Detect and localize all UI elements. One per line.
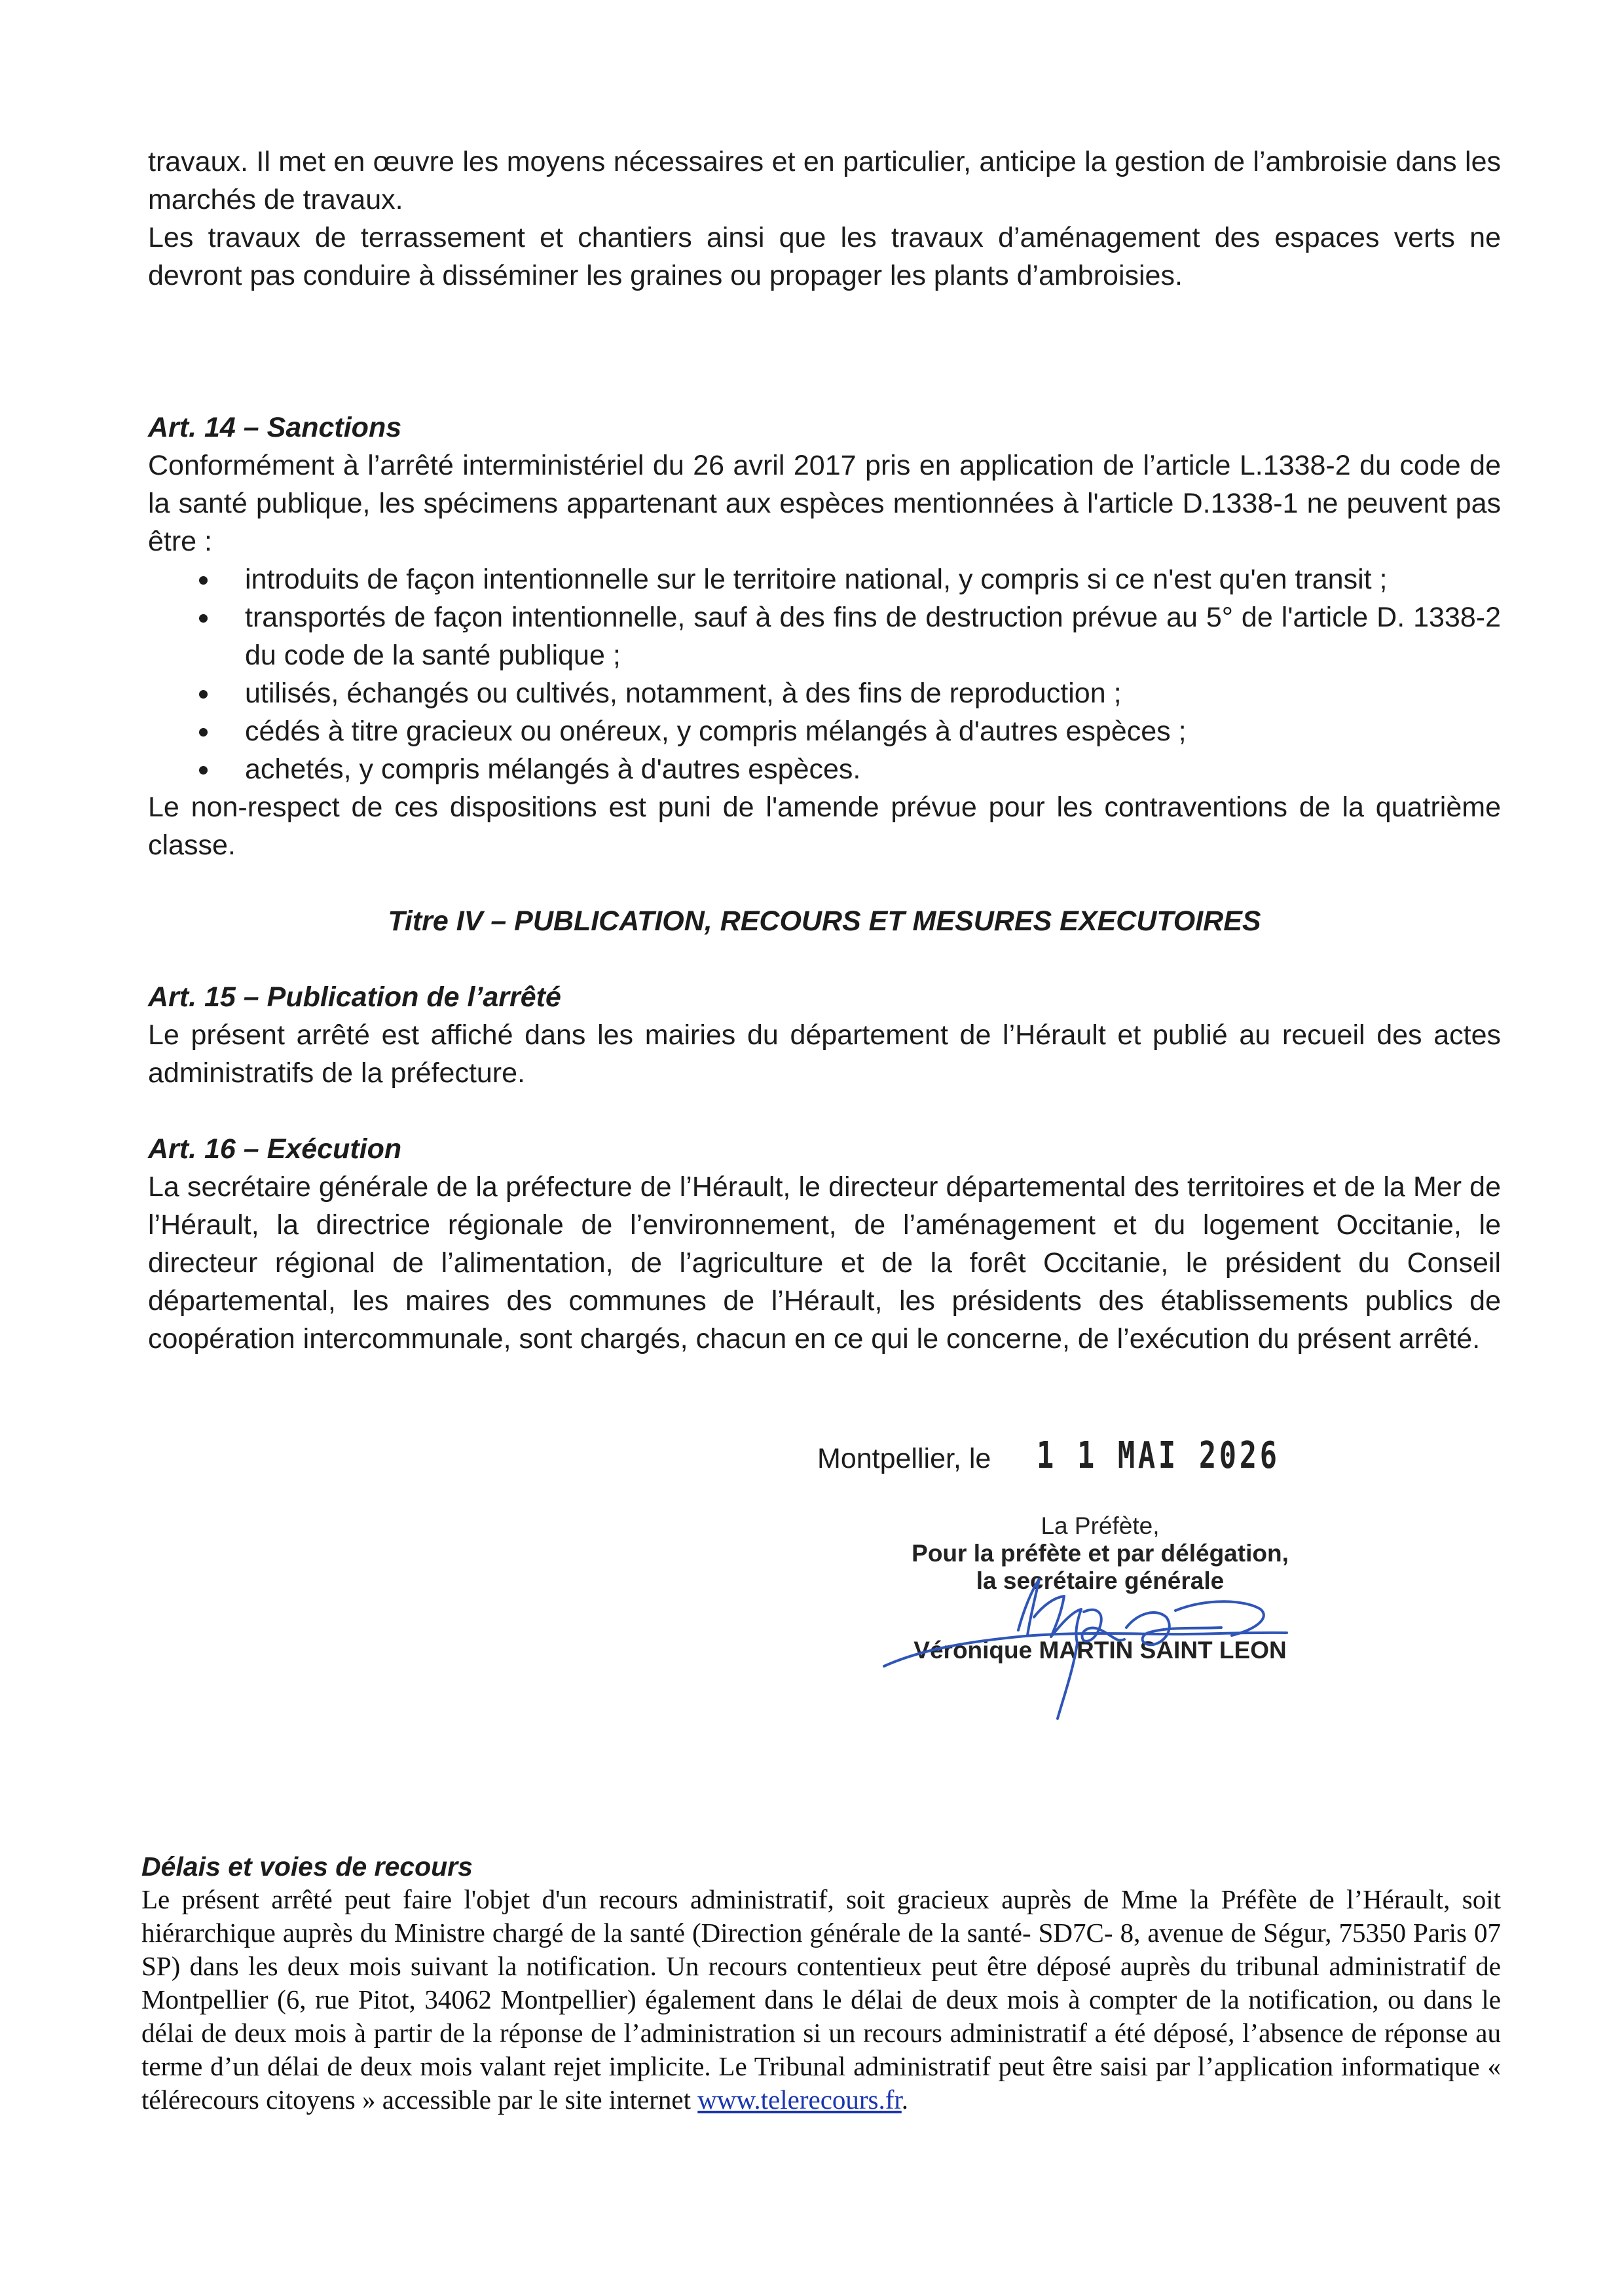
article-15-heading: Art. 15 – Publication de l’arrêté [148, 981, 561, 1013]
signature-delegation: Pour la préfète et par délégation, [912, 1540, 1289, 1567]
telerecours-link[interactable]: www.telerecours.fr [697, 2085, 902, 2115]
signature-role: la secrétaire générale [976, 1567, 1225, 1594]
article-14-heading: Art. 14 – Sanctions [148, 412, 402, 443]
signature-title: La Préfète, [1041, 1512, 1160, 1539]
intro-paragraph-1: travaux. Il met en œuvre les moyens nécessaires et en particulier, anticipe la gestion de l’ambroisie dans les marchés de travaux. [148, 146, 1501, 215]
list-item: transportés de façon intentionnelle, sauf à des fins de destruction prévue au 5° de l'article D. 1338-2 du code de la santé publique ; [148, 598, 1501, 674]
article-16-heading: Art. 16 – Exécution [148, 1133, 402, 1165]
bullet-icon [199, 576, 208, 585]
article-14-lead: Conformément à l’arrêté interministériel du 26 avril 2017 pris en application de l’article L.1338-2 du code de la santé publique, les spécimens appartenant aux espèces mentionnées à l'article D.1338-1 ne peuvent pas être : [148, 450, 1501, 557]
title-iv-heading: Titre IV – PUBLICATION, RECOURS ET MESURES EXECUTOIRES [388, 905, 1261, 937]
article-14-closing: Le non-respect de ces dispositions est puni de l'amende prévue pour les contraventions de la quatrième classe. [148, 792, 1501, 861]
signature-place-date [817, 1434, 1349, 1478]
intro-section [148, 143, 1501, 295]
list-item: cédés à titre gracieux ou onéreux, y compris mélangés à d'autres espèces ; [148, 712, 1501, 750]
list-item: achetés, y compris mélangés à d'autres espèces. [148, 750, 1501, 788]
article-16 [148, 1130, 1501, 1358]
bullet-icon [199, 728, 208, 737]
signature-place: Montpellier, le [817, 1443, 991, 1474]
date-stamp: 1 1 MAI 2026 [1037, 1434, 1281, 1477]
recours-heading: Délais et voies de recours [141, 1851, 473, 1882]
article-14 [148, 409, 1501, 864]
article-15-text: Le présent arrêté est affiché dans les mairies du département de l’Hérault et publié au recueil des actes administratifs de la préfecture. [148, 1019, 1501, 1089]
bullet-icon [199, 690, 208, 699]
article-16-text: La secrétaire générale de la préfecture de l’Hérault, le directeur départemental des territoires et de la Mer de l’Hérault, la directrice régionale de l’environnement, de l’aménagement et du logement Occitanie, le directeur régional de l’alimentation, de l’agriculture et de la forêt Occitanie, le président du Conseil départemental, les maires des communes de l’Hérault, les présidents des établissements publics de coopération intercommunale, sont chargés, chacun en ce qui le concerne, de l’exécution du présent arrêté. [148, 1171, 1501, 1355]
list-item: introduits de façon intentionnelle sur le territoire national, y compris si ce n'est qu'en transit ; [148, 560, 1501, 598]
handwritten-signature-icon [868, 1571, 1326, 1722]
article-15 [148, 978, 1501, 1092]
article-14-list [148, 560, 1501, 788]
bullet-icon [199, 766, 208, 774]
intro-paragraph-2: Les travaux de terrassement et chantiers ainsi que les travaux d’aménagement des espaces verts ne devront pas conduire à disséminer les graines ou propager les plants d’ambroisies. [148, 222, 1501, 291]
bullet-icon [199, 614, 208, 623]
recours-text: Le présent arrêté peut faire l'objet d'un recours administratif, soit gracieux auprès de Mme la Préfète de l’Hérault, soit hiérarchique auprès du Ministre chargé de la santé (Direction générale de la santé- SD7C- 8, avenue de Ségur, 75350 Paris 07 SP) dans les deux mois suivant la notification. Un recours contentieux peut être déposé auprès du tribunal administratif de Montpellier (6, rue Pitot, 34062 Montpellier) également dans le délai de deux mois à compter de la notification, ou dans le délai de deux mois à partir de la réponse de l’administration si un recours administratif a été déposé, l’absence de réponse au terme d’un délai de deux mois valant rejet implicite. Le Tribunal administratif peut être saisi par l’application informatique « télérecours citoyens » accessible par le site internet www.telerecours.fr. [141, 1884, 1501, 2115]
signatory-name: Véronique MARTIN SAINT LEON [913, 1637, 1287, 1664]
list-item: utilisés, échangés ou cultivés, notamment, à des fins de reproduction ; [148, 674, 1501, 712]
